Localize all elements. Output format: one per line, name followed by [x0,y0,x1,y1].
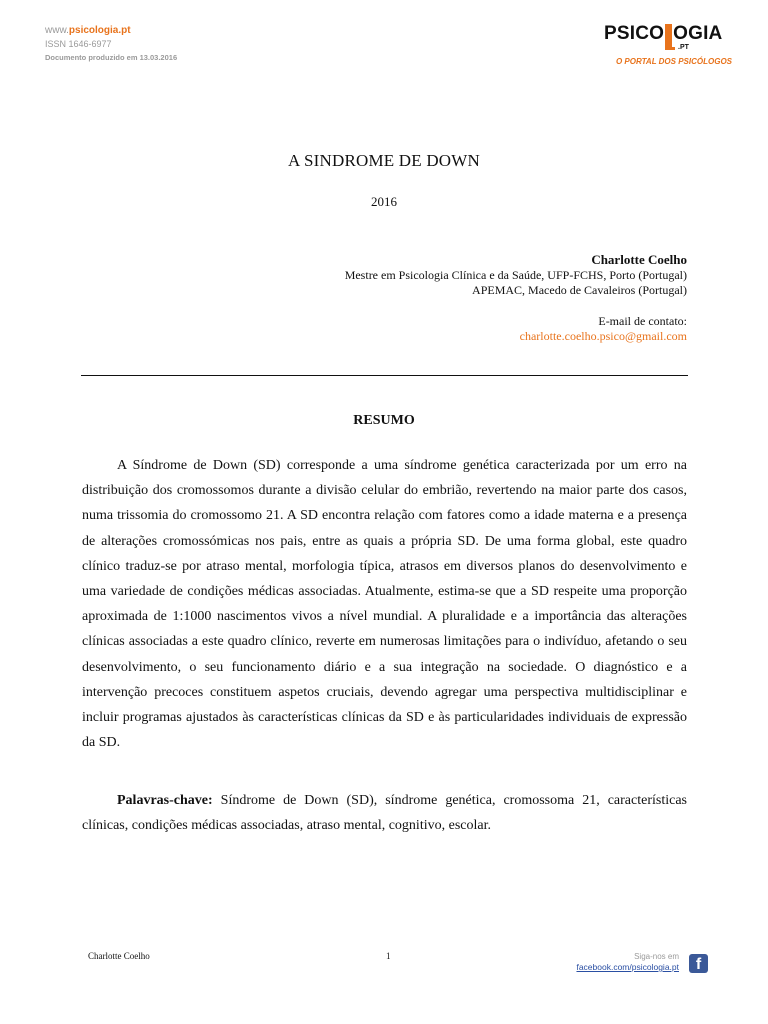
author-name: Charlotte Coelho [591,252,687,267]
url-prefix: www. [45,25,69,36]
url-brand: psicologia.pt [68,25,131,36]
author-affiliation-2: APEMAC, Macedo de Cavaleiros (Portugal) [472,283,687,297]
keywords-paragraph [82,788,687,838]
logo-tagline: O PORTAL DOS PSICÓLOGOS [615,57,732,66]
document-date: Documento produzido em 13.03.2016 [45,53,178,62]
facebook-link[interactable]: facebook.com/psicologia.pt [576,962,679,972]
follow-label: Siga-nos em [634,952,679,961]
site-url[interactable] [45,26,177,36]
abstract-heading: RESUMO [353,413,415,428]
author-block [345,252,687,345]
abstract-text: A Síndrome de Down (SD) corresponde a uma síndrome genética caracterizada por um erro na distribuição dos cromossomos durante a divisão celular do embrião, revertendo na maior parte dos casos, numa trissomia do cromossomo 21. A SD encontra relação com fatores como a idade materna e a presença de alterações cromossómicas nos pais, entre as quais a própria SD. De uma forma global, este quadro clínico traduz-se por atraso mental, morfologia típica, atrasos em diversos planos do desenvolvimento e uma variedade de condições médicas associadas. Atualmente, estima-se que a SD respeite uma proporção aproximada de 1:1000 nascimentos vivos a nível mundial. A pluralidade e a importância das alterações clínicas associadas a este quadro clínico, reverte em numerosas limitações para o indivíduo, afetando o seu desenvolvimento, o seu funcionamento diário e a sua integração na sociedade. O diagnóstico e a intervenção precoces constituem aspetos cruciais, devendo agregar uma perspectiva multidisciplinar e incluir programas ajustados às características clínicas da SD e às particularidades individuais de expressão da SD. [82,458,687,751]
page-number: 1 [386,951,391,961]
issn: ISSN 1646-6977 [45,39,112,49]
author-affiliation-1: Mestre em Psicologia Clínica e da Saúde, UFP-FCHS, Porto (Portugal) [344,267,687,282]
logo-text-before: PSICO [604,23,665,44]
header-divider [81,375,688,376]
logo-wordmark [604,24,732,50]
logo-suffix: .PT [678,44,689,51]
facebook-icon[interactable]: f [689,954,708,973]
header-meta [45,26,177,62]
document-year: 2016 [371,194,397,209]
author-email[interactable]: charlotte.coelho.psico@gmail.com [519,329,687,343]
keywords-text: Síndrome de Down (SD), síndrome genética, cromossoma 21, características clínicas, condições médicas associadas, atraso mental, cognitivo, escolar. [82,793,687,833]
footer-follow [576,952,679,973]
document-title: A SINDROME DE DOWN [287,151,480,170]
logo-text-after: OGIA [673,23,723,44]
psicologia-logo [604,24,732,68]
logo-l-accent [665,24,672,50]
keywords-label: Palavras-chave: [117,793,213,808]
footer-author: Charlotte Coelho [88,951,150,961]
email-label: E-mail de contato: [598,313,687,328]
